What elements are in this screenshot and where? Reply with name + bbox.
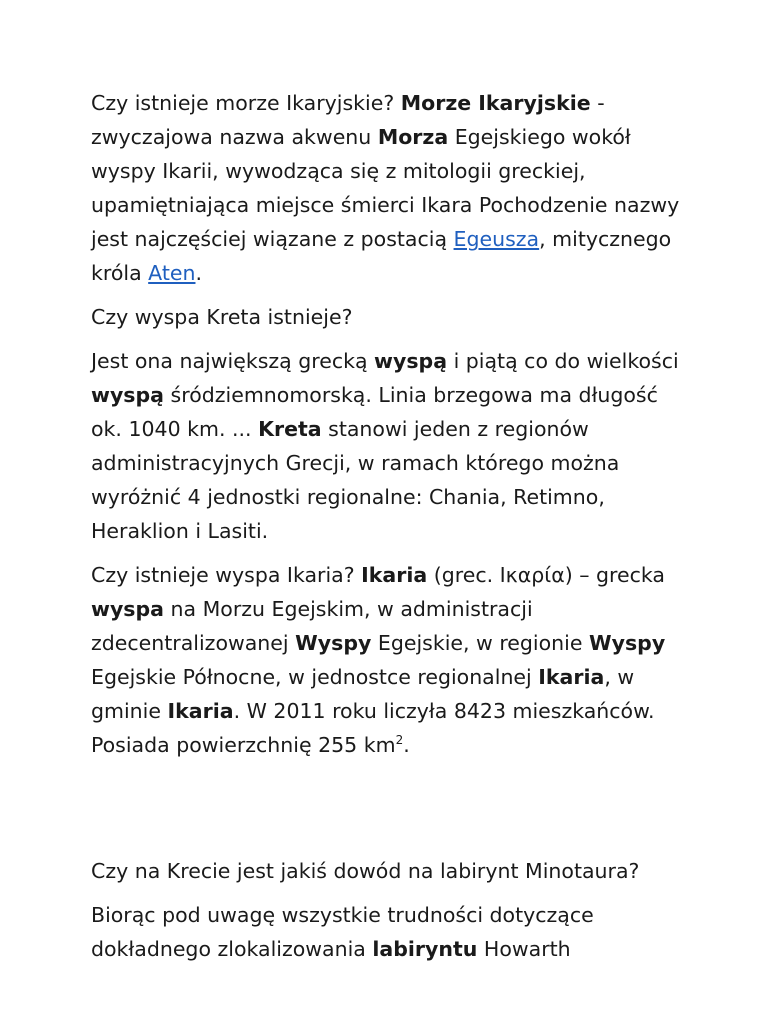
link-egeusza[interactable]: Egeusza — [453, 227, 540, 251]
bold-term: Wyspy — [295, 631, 372, 655]
body-text: stanowi jeden z regionów administracyjnych Grecji, w ramach którego można wyróżnić 4 jednostki regionalne: Chania, Retimno, Heraklion i Lasiti. — [91, 417, 620, 543]
body-text: śródziemnomorską. Linia brzegowa ma długość ok. 1040 km. ... — [91, 383, 658, 441]
superscript: 2 — [395, 733, 404, 747]
question-text: Czy istnieje wyspa Ikaria? — [91, 563, 362, 587]
blank-space — [91, 772, 691, 854]
paragraph-labirynt — [91, 898, 691, 966]
paragraph-ikaria — [91, 558, 691, 762]
bold-term: wyspą — [91, 383, 165, 407]
link-aten[interactable]: Aten — [148, 261, 196, 285]
body-text: i piątą co do wielkości — [447, 349, 679, 373]
body-text: . — [195, 261, 203, 285]
question-text: Czy istnieje morze Ikaryjskie? — [91, 91, 401, 115]
bold-term: Kreta — [258, 417, 322, 441]
question-kreta: Czy wyspa Kreta istnieje? — [91, 305, 353, 329]
bold-term: wyspą — [374, 349, 448, 373]
body-text: (grec. Ικαρία) – grecka — [427, 563, 665, 587]
bold-term: Ikaria — [361, 563, 428, 587]
body-text: , w gminie — [91, 665, 635, 723]
bold-term: Wyspy — [588, 631, 666, 655]
bold-term: Morze Ikaryjskie — [400, 91, 591, 115]
question-minotaur: Czy na Krecie jest jakiś dowód na labirynt Minotaura? — [91, 859, 640, 883]
body-text: , mitycznego króla — [91, 227, 672, 285]
bold-term: labiryntu — [372, 937, 478, 961]
paragraph-ikaryjskie — [91, 86, 691, 290]
bold-term: Ikaria — [538, 665, 605, 689]
paragraph-kreta — [91, 344, 691, 548]
body-text: Egejskie Północne, w jednostce regionalnej — [91, 665, 539, 689]
body-text: Biorąc pod uwagę wszystkie trudności dotyczące dokładnego zlokalizowania — [91, 903, 594, 961]
body-text: Howarth — [477, 937, 571, 961]
body-text: Egejskiego wokół wyspy Ikarii, wywodząca się z mitologii greckiej, upamiętniająca miejsce śmierci Ikara Pochodzenie nazwy jest najczęściej wiązane z postacią — [91, 125, 680, 251]
body-text: . — [403, 733, 410, 757]
body-text: Jest ona największą grecką — [91, 349, 375, 373]
document-page — [91, 86, 691, 976]
body-text: na Morzu Egejskim, w administracji zdecentralizowanej — [91, 597, 533, 655]
bold-term: wyspa — [91, 597, 165, 621]
body-text: . W 2011 roku liczyła 8423 mieszkańców. Posiada powierzchnię 255 km — [91, 699, 655, 757]
body-text: - zwyczajowa nazwa akwenu — [91, 91, 605, 149]
bold-term: Ikaria — [167, 699, 234, 723]
bold-term: Morza — [377, 125, 449, 149]
body-text: Egejskie, w regionie — [371, 631, 589, 655]
